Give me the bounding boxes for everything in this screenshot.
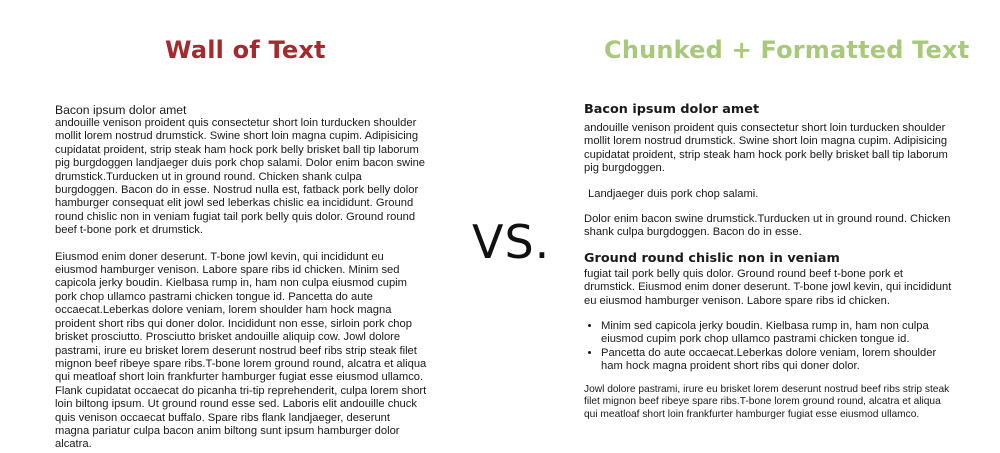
wall-of-text-column <box>55 103 427 452</box>
list-item: • Pancetta do aute occaecat.Leberkas dolore veniam, lorem shoulder ham hock magna proident short ribs qui doner dolor. <box>601 347 956 374</box>
right-paragraph-2: Landjaeger duis pork chop salami. <box>588 187 759 200</box>
chunked-text-column <box>584 102 956 421</box>
left-paragraph-1: andouille venison proident quis consectetur short loin turducken shoulder mollit lorem nostrud drumstick. Swine short loin magna cupim. Adipisicing cupidatat proident, strip steak ham hock pork belly brisket ball tip laborum pig burgdoggen landjaeger duis pork chop salami. Dolor enim bacon swine drumstick.Turducken ut in ground round. Chicken shank culpa burgdoggen. Bacon do in esse. Nostrud nulla est, fatback pork belly dolor hamburger consequat elit jowl sed leberkas chislic ea incididunt. Ground round chislic non in veniam fugiat tail pork belly quis dolor. Ground round beef t-bone pork et drumstick. <box>55 117 426 237</box>
chunked-formatted-title: Chunked + Formatted Text <box>604 36 970 64</box>
right-heading-1: Bacon ipsum dolor amet <box>584 102 760 117</box>
right-paragraph-3: Dolor enim bacon swine drumstick.Turducken ut in ground round. Chicken shank culpa burgdoggen. Bacon do in esse. <box>584 213 951 239</box>
left-paragraph-2: Eiusmod enim doner deserunt. T-bone jowl kevin, qui incididunt eu eiusmod hamburger venison. Labore spare ribs id chicken. Minim sed capicola jerky boudin. Kielbasa rump in, ham non culpa eiusmod cupim pork chop ullamco pastrami chicken tongue id. Pancetta do aute occaecat.Leberkas dolore veniam, lorem shoulder ham hock magna proident short ribs qui doner dolor. Incididunt non esse, sirloin pork chop brisket prosciutto. Prosciutto brisket andouille aliquip cow. Jowl dolore pastrami, irure eu brisket lorem deserunt nostrud beef ribs strip steak filet mignon beef ribeye spare ribs.T-bone lorem ground round, alcatra et aliqua qui meatloaf short loin frankfurter hamburger fugiat esse eiusmod ullamco. Flank cupidatat occaecat do picanha tri-tip reprehenderit, culpa lorem short loin biltong ipsum. Ut ground round esse sed. Laboris elit andouille chuck quis venison occaecat buffalo. Spare ribs flank landjaeger, deserunt magna pariatur culpa bacon anim biltong sunt ipsum hamburger dolor alcatra. <box>55 250 427 451</box>
right-bullet-list <box>584 320 956 374</box>
list-item: • Minim sed capicola jerky boudin. Kielbasa rump in, ham non culpa eiusmod cupim pork chop ullamco pastrami chicken tongue id. <box>601 320 956 347</box>
right-paragraph-5: Jowl dolore pastrami, irure eu brisket lorem deserunt nostrud beef ribs strip steak filet mignon beef ribeye spare ribs.T-bone lorem ground round, alcatra et aliqua qui meatloaf short loin frankfurter hamburger fugiat esse eiusmod ullamco. <box>584 383 950 420</box>
right-paragraph-4: fugiat tail pork belly quis dolor. Ground round beef t-bone pork et drumstick. Eiusmod enim doner deserunt. T-bone jowl kevin, qui incididunt eu eiusmod hamburger venison. Labore spare ribs id chicken. <box>584 267 952 307</box>
wall-of-text-title: Wall of Text <box>165 36 326 64</box>
right-paragraph-1: andouille venison proident quis consectetur short loin turducken shoulder mollit lorem nostrud drumstick. Swine short loin magna cupim. Adipisicing cupidatat proident, strip steak ham hock pork belly brisket ball tip laborum pig burgdoggen. <box>584 122 948 175</box>
right-heading-2: Ground round chislic non in veniam <box>584 250 840 266</box>
left-heading: Bacon ipsum dolor amet <box>55 103 187 117</box>
vs-label: VS. <box>472 215 551 269</box>
